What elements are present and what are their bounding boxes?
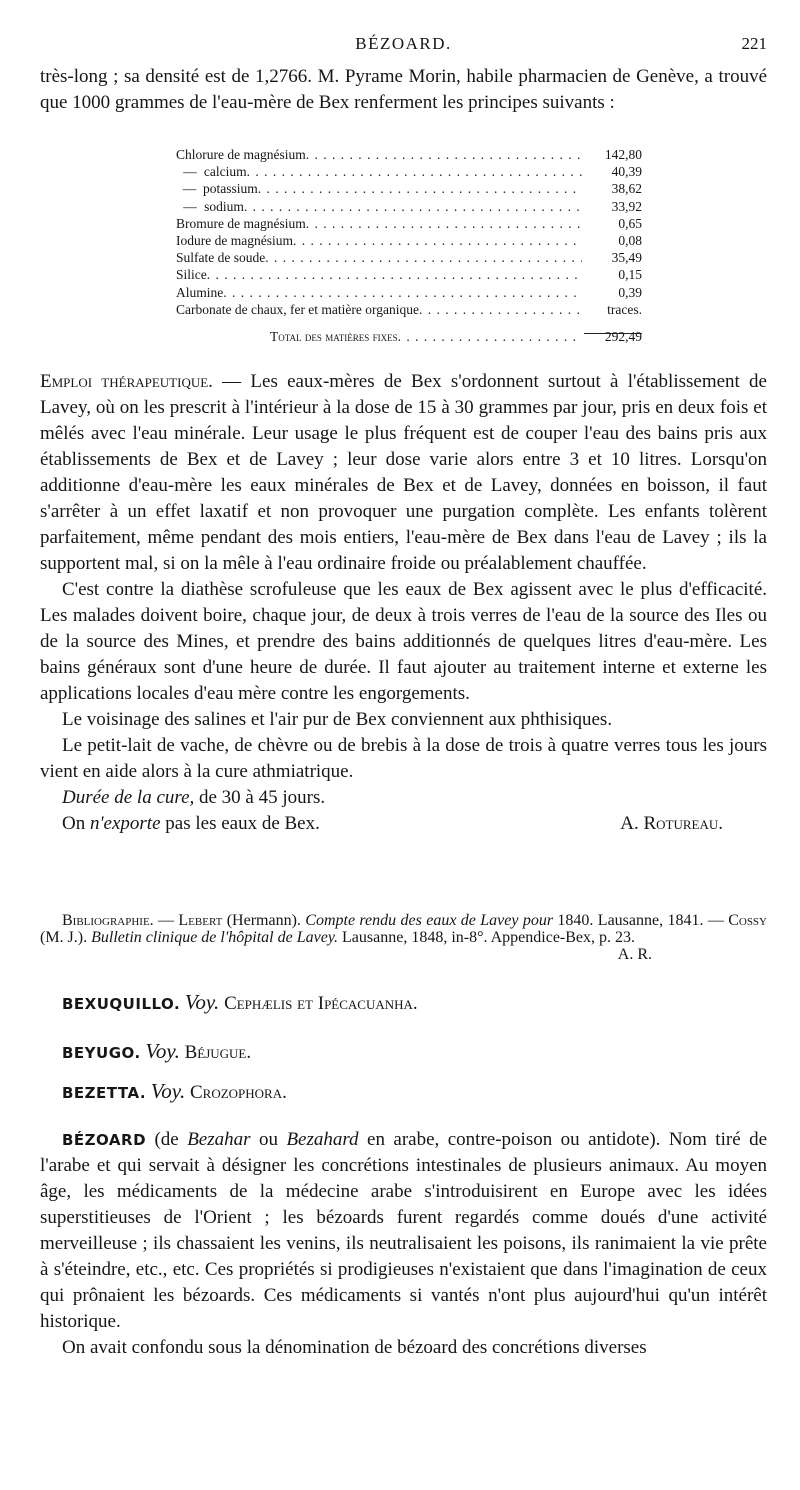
entry-reference: Cephælis et Ipécacuanha.	[224, 993, 418, 1014]
entry-beyugo: BEYUGO. Voy. Béjugue.	[62, 1039, 252, 1063]
entry-bezetta: BEZETTA. Voy. Crozophora.	[62, 1079, 287, 1103]
entry-headword: BEXUQUILLO.	[62, 995, 181, 1013]
table-row: — sodium . . . 33,92	[176, 198, 642, 215]
entry-reference: Crozophora.	[189, 1082, 287, 1103]
entry-headword: BEYUGO.	[62, 1044, 141, 1062]
running-head	[40, 34, 767, 58]
table-row: Bromure de magnésium . . . 0,65	[176, 215, 642, 232]
bibliography-signature: A. R.	[617, 946, 652, 963]
therapeutic-section	[40, 369, 767, 837]
running-head-title: BÉZOARD.	[355, 34, 452, 53]
total-rule	[584, 333, 642, 334]
table-row: Sulfate de soude . . . 35,49	[176, 249, 642, 266]
therapeutic-paragraph-1: Emploi thérapeutique. — Les eaux-mères de Bex s'ordonnent surtout à l'établissement de Lavey, où on les prescrit à l'intérieur à la dose de 15 à 30 grammes par jour, pris en deux fois et mêlés avec l'eau minérale. Leur usage le plus fréquent est de couper l'eau des bains pris aux établissements de Bex et de Lavey ; leur dose varie alors entre 3 et 10 litres. Lorsqu'on additionne d'eau-mère les eaux minérales de Bex et de Lavey, données en boisson, il faut s'arrêter à un effet laxatif et non provoquer une purgation complète. Les enfants tolèrent parfaitement, même pendant des mois entiers, l'eau-mère de Bex dans l'eau de Lavey ; ils la supportent mal, si on la mêle à l'eau ordinaire froide ou préalablement chauffée.	[40, 371, 767, 574]
table-row: Silice . . . 0,15	[176, 266, 642, 283]
bibliography: Bibliographie. — Lebert (Hermann). Compte rendu des eaux de Lavey pour 1840. Lausanne, 1841. — Cossy (M. J.). Bulletin clinique de l'hôpital de Lavey. Lausanne, 1848, in-8°. Appendice-Bex, p. 23. A. R.	[40, 912, 767, 963]
author-signature: A. Rotureau.	[620, 813, 723, 834]
entry-bexuquillo: BEXUQUILLO. Voy. Cephælis et Ipécacuanha.	[62, 990, 418, 1014]
therapeutic-heading: Emploi thérapeutique.	[40, 371, 213, 392]
entry-bezoard	[40, 1127, 767, 1361]
intro-text: très-long ; sa densité est de 1,2766. M. Pyrame Morin, habile pharmacien de Genève, a trouvé que 1000 grammes de l'eau-mère de Bex renferment les principes suivants :	[40, 66, 767, 113]
composition-table	[176, 146, 642, 345]
bezoard-paragraph-2: On avait confondu sous la dénomination de bézoard des concrétions diverses	[62, 1337, 647, 1358]
table-total-row: Total des matières fixes . . . 292,49	[176, 328, 642, 345]
intro-paragraph	[40, 64, 767, 116]
table-row: — calcium . . . 40,39	[176, 163, 642, 180]
table-row: Alumine . . . 0,39	[176, 284, 642, 301]
entry-headword: BÉZOARD	[62, 1131, 147, 1149]
entry-headword: BEZETTA.	[62, 1084, 147, 1102]
table-row: — potassium . . . 38,62	[176, 180, 642, 197]
cure-duration: Durée de la cure, de 30 à 45 jours.	[62, 787, 326, 808]
therapeutic-paragraph-4: Le petit-lait de vache, de chèvre ou de brebis à la dose de trois à quatre verres tous les jours vient en aide alors à la cure athmiatrique.	[40, 735, 767, 782]
table-row: Iodure de magnésium . . . 0,08	[176, 232, 642, 249]
therapeutic-paragraph-3: Le voisinage des salines et l'air pur de Bex conviennent aux phthisiques.	[62, 709, 613, 730]
bibliography-label: Bibliographie.	[62, 912, 154, 929]
entry-reference: Béjugue.	[184, 1042, 252, 1063]
export-note: On n'exporte pas les eaux de Bex. A. Rotureau.	[40, 811, 767, 837]
table-row: Chlorure de magnésium . . . 142,80	[176, 146, 642, 163]
table-row: Carbonate de chaux, fer et matière organique . . . traces.	[176, 301, 642, 318]
therapeutic-paragraph-2: C'est contre la diathèse scrofuleuse que les eaux de Bex agissent avec le plus d'efficacité. Les malades doivent boire, chaque jour, de deux à trois verres de l'eau de la source des Iles ou de la source des Mines, et prendre des bains additionnés de quelques litres d'eau-mère. Les bains généraux sont d'une heure de durée. Il faut ajouter au traitement interne et externe les applications locales d'eau mère contre les engorgements.	[40, 579, 767, 704]
page-number: 221	[741, 34, 767, 53]
bezoard-paragraph-1: BÉZOARD (de Bezahar ou Bezahard en arabe, contre-poison ou antidote). Nom tiré de l'arabe et qui servait à désigner les concrétions intestinales de plusieurs animaux. Au moyen âge, les médicaments de la médecine arabe s'introduisirent en Europe avec les idées superstitieuses de l'Orient ; les bézoards furent regardés comme doués d'une activité merveilleuse ; ils chassaient les venins, ils neutralisaient les poisons, ils ranimaient la vie prête à s'éteindre, etc., etc. Ces propriétés si prodigieuses n'existaient que dans l'imagination de ceux qui prônaient les bézoards. Ces médicaments si vantés n'ont plus aujourd'hui qu'un intérêt historique.	[40, 1129, 768, 1332]
